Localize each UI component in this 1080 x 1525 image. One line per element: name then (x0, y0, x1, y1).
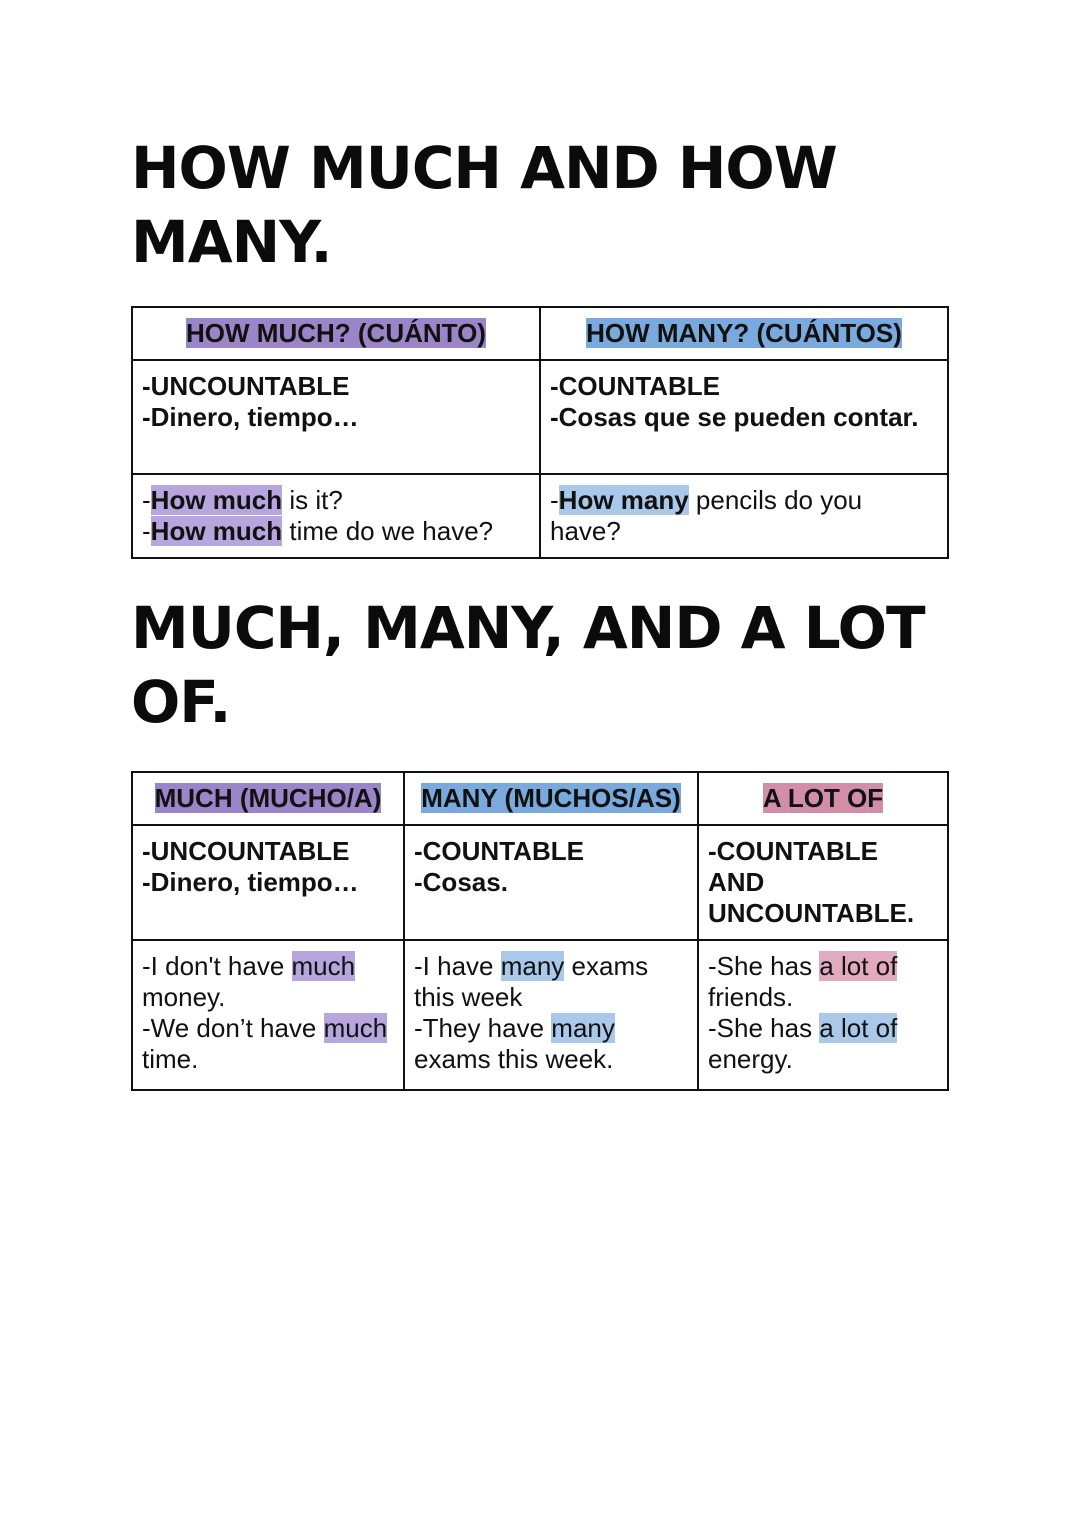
section1-title: HOW MUCH AND HOW MANY. (131, 134, 837, 276)
example-cell (404, 940, 698, 1090)
example-line (550, 485, 862, 546)
example-line (414, 1013, 688, 1075)
highlight-many: many (551, 1013, 615, 1043)
usage-line: -COUNTABLE (414, 836, 584, 866)
usage-line: -COUNTABLE (550, 371, 720, 401)
usage-line: -Dinero, tiempo… (142, 402, 359, 432)
usage-line: -Cosas. (414, 867, 508, 897)
usage-cell (404, 825, 698, 940)
highlight-a-lot-of: a lot of (819, 1013, 898, 1043)
highlight-a-lot-of: a lot of (819, 951, 898, 981)
header-a-lot-of: A LOT OF (762, 783, 884, 813)
header-cell (132, 307, 540, 360)
example-text: - (142, 516, 151, 546)
example-text: exams this week. (414, 1044, 614, 1074)
highlight-how-many: How many (558, 485, 689, 515)
example-text: -They have (414, 1013, 552, 1043)
example-cell (698, 940, 948, 1090)
example-text: -She has (708, 1013, 820, 1043)
highlight-how-much: How much (150, 485, 283, 515)
example-text: - (550, 485, 559, 515)
much-many-a-lot-of-table (131, 771, 949, 1091)
usage-line: -UNCOUNTABLE (142, 836, 350, 866)
header-cell (132, 772, 404, 825)
highlight-much: much (291, 951, 356, 981)
header-cell (540, 307, 948, 360)
header-cell (698, 772, 948, 825)
example-text: -I have (414, 951, 501, 981)
table-row (132, 360, 948, 474)
usage-line: -UNCOUNTABLE (142, 371, 350, 401)
example-line (142, 1013, 394, 1075)
header-many: MANY (MUCHOS/AS) (421, 783, 681, 813)
usage-line: -Cosas que se pueden contar. (550, 402, 919, 432)
example-text: is it? (282, 485, 343, 515)
example-text: money. (142, 982, 226, 1012)
example-cell (540, 474, 948, 558)
example-text: -I don't have (142, 951, 292, 981)
table-row (132, 825, 948, 940)
example-line (142, 516, 530, 547)
header-cell (404, 772, 698, 825)
example-text: -She has (708, 951, 820, 981)
how-much-how-many-table (131, 306, 949, 559)
usage-cell (132, 360, 540, 474)
example-line (708, 1013, 938, 1075)
highlight-many: many (500, 951, 565, 981)
usage-cell (698, 825, 948, 940)
usage-line: -COUNTABLE AND UNCOUNTABLE. (708, 836, 915, 928)
header-how-many: HOW MANY? (CUÁNTOS) (586, 318, 902, 348)
example-line (142, 485, 530, 516)
example-text: friends. (708, 982, 794, 1012)
example-text: time. (142, 1044, 199, 1074)
highlight-how-much: How much (150, 516, 283, 546)
highlight-much: much (323, 1013, 388, 1043)
example-text: exams this week (414, 951, 649, 1012)
header-much: MUCH (MUCHO/A) (154, 783, 382, 813)
usage-line: -Dinero, tiempo… (142, 867, 359, 897)
table-row (132, 940, 948, 1090)
usage-cell (540, 360, 948, 474)
example-text: -We don’t have (142, 1013, 324, 1043)
usage-cell (132, 825, 404, 940)
example-text: pencils do you have? (550, 485, 863, 546)
example-line (708, 951, 938, 1013)
example-text: energy. (708, 1044, 793, 1074)
section2-title: MUCH, MANY, AND A LOT OF. (131, 594, 925, 736)
table-row (132, 474, 948, 558)
example-cell (132, 940, 404, 1090)
example-line (142, 951, 394, 1013)
table-header-row (132, 772, 948, 825)
example-text: time do we have? (282, 516, 494, 546)
header-how-much: HOW MUCH? (CUÁNTO) (186, 318, 486, 348)
example-cell (132, 474, 540, 558)
example-text: - (142, 485, 151, 515)
table-header-row (132, 307, 948, 360)
example-line (414, 951, 688, 1013)
